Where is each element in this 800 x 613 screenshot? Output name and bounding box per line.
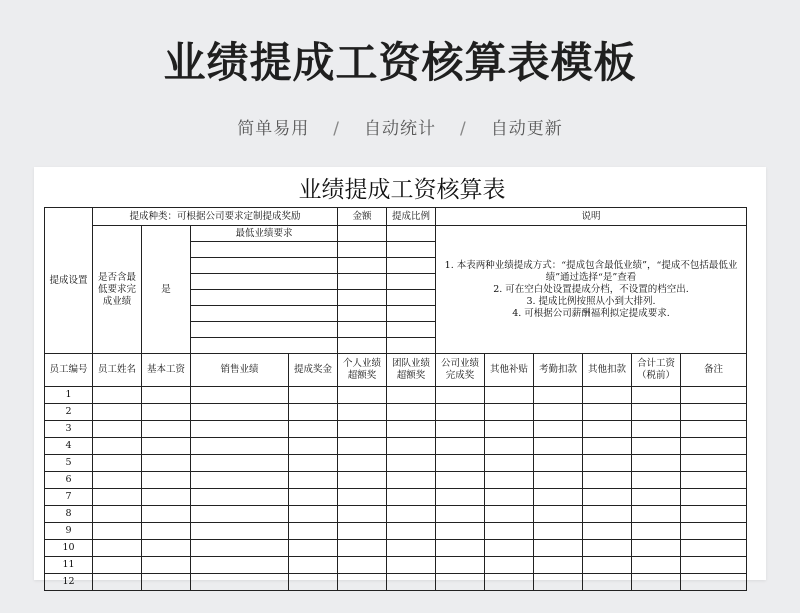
table-row [45, 421, 747, 438]
table-cell[interactable] [142, 438, 191, 455]
note-line: 1. 本表两种业绩提成方式：“提成包含最低业绩”，“提成不包括最低业绩”通过选择“是”查看 [444, 259, 738, 283]
table-cell[interactable] [387, 506, 436, 523]
table-cell[interactable] [93, 472, 142, 489]
table-cell[interactable] [436, 574, 485, 591]
column-header-row [45, 354, 747, 387]
table-cell[interactable] [387, 226, 436, 242]
table-cell[interactable] [583, 523, 632, 540]
tier-cell[interactable] [191, 242, 338, 258]
commission-type-label: 提成种类：可根据公司要求定制提成奖励 [93, 208, 338, 226]
table-cell[interactable] [289, 387, 338, 404]
employee-id-cell[interactable]: 1 [45, 387, 93, 404]
note-line: 3. 提成比例按照从小到大排列. [526, 295, 656, 307]
table-cell[interactable] [387, 306, 436, 322]
table-cell[interactable] [681, 404, 747, 421]
table-cell[interactable] [387, 258, 436, 274]
column-header: 公司业绩完成奖 [436, 354, 485, 387]
table-cell[interactable] [632, 523, 681, 540]
table-cell[interactable] [142, 421, 191, 438]
table-cell[interactable] [387, 455, 436, 472]
table-cell[interactable] [583, 540, 632, 557]
table-cell[interactable] [338, 540, 387, 557]
table-cell[interactable] [289, 421, 338, 438]
table-cell[interactable] [338, 387, 387, 404]
table-cell[interactable] [142, 489, 191, 506]
table-cell[interactable] [191, 557, 289, 574]
table-cell[interactable] [142, 472, 191, 489]
min-requirement-header: 最低业绩要求 [191, 226, 338, 242]
employee-id-cell[interactable]: 4 [45, 438, 93, 455]
table-cell[interactable] [534, 455, 583, 472]
table-row [45, 489, 747, 506]
table-cell[interactable] [583, 421, 632, 438]
table-cell[interactable] [485, 574, 534, 591]
table-cell[interactable] [583, 489, 632, 506]
table-cell[interactable] [387, 322, 436, 338]
column-header: 员工编号 [45, 354, 93, 387]
table-cell[interactable] [681, 472, 747, 489]
table-cell[interactable] [632, 438, 681, 455]
table-cell[interactable] [534, 472, 583, 489]
table-cell[interactable] [338, 338, 387, 354]
table-cell[interactable] [583, 455, 632, 472]
table-cell[interactable] [387, 574, 436, 591]
table-cell[interactable] [436, 472, 485, 489]
table-cell[interactable] [436, 523, 485, 540]
table-cell[interactable] [632, 557, 681, 574]
table-cell[interactable] [485, 523, 534, 540]
table-row [45, 387, 747, 404]
table-cell[interactable] [485, 438, 534, 455]
table-cell[interactable] [191, 540, 289, 557]
table-cell[interactable] [485, 404, 534, 421]
table-cell[interactable] [632, 421, 681, 438]
table-cell[interactable] [142, 404, 191, 421]
table-cell[interactable] [681, 455, 747, 472]
table-cell[interactable] [93, 523, 142, 540]
table-cell[interactable] [534, 574, 583, 591]
table-cell[interactable] [436, 421, 485, 438]
table-cell[interactable] [632, 574, 681, 591]
table-cell[interactable] [338, 523, 387, 540]
table-cell[interactable] [338, 242, 387, 258]
table-cell[interactable] [436, 455, 485, 472]
table-cell[interactable] [534, 421, 583, 438]
commission-table [44, 207, 747, 591]
table-row [45, 438, 747, 455]
tier-cell[interactable] [191, 322, 338, 338]
column-header: 团队业绩超额奖 [387, 354, 436, 387]
table-cell[interactable] [338, 472, 387, 489]
table-cell[interactable] [681, 387, 747, 404]
table-cell[interactable] [289, 455, 338, 472]
table-cell[interactable] [485, 489, 534, 506]
feature-easy: 简单易用 [237, 119, 310, 139]
table-cell[interactable] [191, 472, 289, 489]
table-cell[interactable] [191, 438, 289, 455]
table-cell[interactable] [142, 574, 191, 591]
table-cell[interactable] [338, 574, 387, 591]
table-cell[interactable] [436, 404, 485, 421]
table-row [45, 404, 747, 421]
table-cell[interactable] [485, 421, 534, 438]
table-cell[interactable] [436, 506, 485, 523]
table-cell[interactable] [93, 421, 142, 438]
table-cell[interactable] [436, 387, 485, 404]
table-cell[interactable] [338, 306, 387, 322]
table-cell[interactable] [583, 438, 632, 455]
table-cell[interactable] [534, 387, 583, 404]
table-cell[interactable] [142, 557, 191, 574]
table-cell[interactable] [191, 387, 289, 404]
table-cell[interactable] [289, 557, 338, 574]
table-cell[interactable] [387, 290, 436, 306]
table-cell[interactable] [485, 472, 534, 489]
table-cell[interactable] [338, 455, 387, 472]
tier-cell[interactable] [191, 274, 338, 290]
table-cell[interactable] [436, 489, 485, 506]
feature-auto-stat: 自动统计 [364, 119, 436, 139]
ratio-header: 提成比例 [387, 208, 436, 226]
table-cell[interactable] [387, 274, 436, 290]
table-cell[interactable] [583, 506, 632, 523]
table-cell[interactable] [191, 506, 289, 523]
table-cell[interactable] [93, 455, 142, 472]
table-cell[interactable] [338, 506, 387, 523]
table-cell[interactable] [534, 523, 583, 540]
sheet-title: 业绩提成工资核算表 [298, 177, 506, 203]
table-row [45, 455, 747, 472]
table-cell[interactable] [534, 438, 583, 455]
employee-id-cell[interactable]: 3 [45, 421, 93, 438]
data-rows [45, 387, 747, 591]
table-cell[interactable] [289, 404, 338, 421]
table-cell[interactable] [387, 557, 436, 574]
table-cell[interactable] [93, 574, 142, 591]
spreadsheet-preview [34, 167, 766, 587]
column-header: 员工姓名 [93, 354, 142, 387]
table-cell[interactable] [338, 226, 387, 242]
column-header: 个人业绩超额奖 [338, 354, 387, 387]
table-cell[interactable] [387, 540, 436, 557]
column-header: 其他补贴 [485, 354, 534, 387]
table-cell[interactable] [191, 574, 289, 591]
table-cell[interactable] [387, 472, 436, 489]
table-cell[interactable] [338, 438, 387, 455]
table-cell[interactable] [289, 472, 338, 489]
table-cell[interactable] [681, 557, 747, 574]
table-cell[interactable] [387, 338, 436, 354]
table-cell[interactable] [387, 242, 436, 258]
table-cell[interactable] [534, 540, 583, 557]
tier-cell[interactable] [191, 338, 338, 354]
table-cell[interactable] [436, 557, 485, 574]
column-header: 提成奖金 [289, 354, 338, 387]
table-cell[interactable] [289, 438, 338, 455]
note-header: 说明 [436, 208, 747, 226]
table-cell[interactable] [387, 404, 436, 421]
table-cell[interactable] [289, 506, 338, 523]
table-cell[interactable] [142, 540, 191, 557]
table-cell[interactable] [93, 404, 142, 421]
table-cell[interactable] [485, 455, 534, 472]
employee-id-cell[interactable]: 6 [45, 472, 93, 489]
table-cell[interactable] [142, 506, 191, 523]
table-cell[interactable] [534, 557, 583, 574]
table-cell[interactable] [191, 404, 289, 421]
column-header: 考勤扣款 [534, 354, 583, 387]
table-cell[interactable] [681, 540, 747, 557]
table-cell[interactable] [93, 438, 142, 455]
table-cell[interactable] [681, 574, 747, 591]
table-cell[interactable] [632, 387, 681, 404]
feature-auto-update: 自动更新 [490, 119, 563, 139]
table-cell[interactable] [632, 472, 681, 489]
employee-id-cell[interactable]: 8 [45, 506, 93, 523]
employee-id-cell[interactable]: 12 [45, 574, 93, 591]
table-cell[interactable] [387, 421, 436, 438]
table-cell[interactable] [191, 489, 289, 506]
table-cell[interactable] [485, 540, 534, 557]
note-line: 4. 可根据公司薪酬福利拟定提成要求. [512, 307, 670, 319]
employee-id-cell[interactable]: 11 [45, 557, 93, 574]
table-cell[interactable] [583, 574, 632, 591]
table-cell[interactable] [681, 489, 747, 506]
table-cell[interactable] [191, 523, 289, 540]
table-cell[interactable] [142, 523, 191, 540]
table-row [45, 540, 747, 557]
tier-cell[interactable] [191, 258, 338, 274]
note-line: 2. 可在空白处设置提成分档，不设置的档空出. [493, 283, 689, 295]
table-cell[interactable] [583, 404, 632, 421]
table-cell[interactable] [583, 557, 632, 574]
separator: / [333, 119, 340, 139]
separator: / [460, 119, 467, 139]
table-cell[interactable] [338, 489, 387, 506]
feature-tagline [0, 114, 800, 139]
table-row [45, 574, 747, 591]
include-min-value[interactable]: 是 [142, 226, 191, 354]
table-cell[interactable] [289, 523, 338, 540]
table-cell[interactable] [632, 540, 681, 557]
table-cell[interactable] [338, 421, 387, 438]
employee-id-cell[interactable]: 2 [45, 404, 93, 421]
table-cell[interactable] [191, 421, 289, 438]
table-cell[interactable] [338, 290, 387, 306]
table-cell[interactable] [632, 506, 681, 523]
table-cell[interactable] [93, 540, 142, 557]
table-cell[interactable] [436, 438, 485, 455]
table-cell[interactable] [93, 489, 142, 506]
table-cell[interactable] [485, 506, 534, 523]
table-cell[interactable] [681, 438, 747, 455]
employee-id-cell[interactable]: 5 [45, 455, 93, 472]
table-cell[interactable] [387, 438, 436, 455]
table-cell[interactable] [338, 322, 387, 338]
table-cell[interactable] [142, 387, 191, 404]
table-row [45, 523, 747, 540]
table-cell[interactable] [338, 404, 387, 421]
table-cell[interactable] [338, 274, 387, 290]
employee-id-cell[interactable]: 9 [45, 523, 93, 540]
table-row [45, 557, 747, 574]
table-cell[interactable] [93, 387, 142, 404]
table-cell[interactable] [93, 557, 142, 574]
table-row [45, 506, 747, 523]
table-cell[interactable] [142, 455, 191, 472]
commission-setting-label: 提成设置 [45, 208, 93, 354]
column-header: 合计工资（税前） [632, 354, 681, 387]
table-cell[interactable] [387, 523, 436, 540]
table-cell[interactable] [485, 387, 534, 404]
tier-cell[interactable] [191, 306, 338, 322]
table-cell[interactable] [681, 421, 747, 438]
table-cell[interactable] [289, 540, 338, 557]
table-cell[interactable] [191, 455, 289, 472]
table-cell[interactable] [289, 574, 338, 591]
table-cell[interactable] [485, 557, 534, 574]
include-min-question: 是否含最低要求完成业绩 [93, 226, 142, 354]
table-cell[interactable] [534, 489, 583, 506]
table-cell[interactable] [534, 506, 583, 523]
employee-id-cell[interactable]: 7 [45, 489, 93, 506]
table-cell[interactable] [387, 387, 436, 404]
column-header: 其他扣款 [583, 354, 632, 387]
table-cell[interactable] [534, 404, 583, 421]
tier-cell[interactable] [191, 290, 338, 306]
table-cell[interactable] [681, 506, 747, 523]
amount-header: 金额 [338, 208, 387, 226]
table-cell[interactable] [583, 387, 632, 404]
table-cell[interactable] [583, 472, 632, 489]
table-cell[interactable] [338, 557, 387, 574]
column-header: 备注 [681, 354, 747, 387]
page-title: 业绩提成工资核算表模板 [163, 38, 637, 87]
table-cell[interactable] [632, 404, 681, 421]
column-header: 销售业绩 [191, 354, 289, 387]
table-cell[interactable] [338, 258, 387, 274]
table-cell[interactable] [436, 540, 485, 557]
table-cell[interactable] [387, 489, 436, 506]
instructions-cell [436, 226, 747, 354]
table-cell[interactable] [632, 489, 681, 506]
column-header: 基本工资 [142, 354, 191, 387]
table-cell[interactable] [681, 523, 747, 540]
table-cell[interactable] [632, 455, 681, 472]
table-cell[interactable] [289, 489, 338, 506]
employee-id-cell[interactable]: 10 [45, 540, 93, 557]
table-cell[interactable] [93, 506, 142, 523]
table-row [45, 472, 747, 489]
